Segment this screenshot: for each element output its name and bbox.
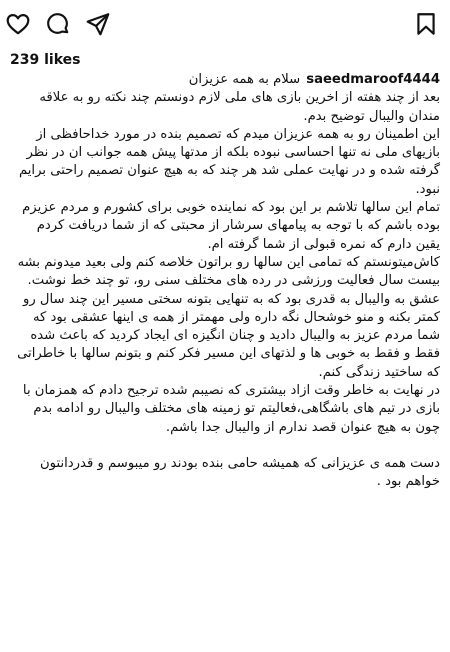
bookmark-icon xyxy=(413,11,439,37)
caption-spacer xyxy=(10,437,440,455)
save-button[interactable] xyxy=(412,10,440,38)
caption-paragraph: در نهایت به خاطر وقت ازاد بیشتری که نصیبم شده ترجیح دادم که همزمان با بازی در تیم های باشگاهی،فعالیتم تو زمینه های مختلف والیبال رو ادامه بدم چون به هیچ عنوان قصد ندارم از والیبال جدا باشم. xyxy=(22,383,440,435)
comment-button[interactable] xyxy=(44,10,72,38)
share-button[interactable] xyxy=(84,10,112,38)
send-icon xyxy=(85,11,111,37)
heart-icon xyxy=(5,11,31,37)
comment-icon xyxy=(45,11,71,37)
caption-paragraph: بعد از چند هفته از اخرین بازی های ملی لازم دونستم چند نکته رو به علاقه مندان والیبال توضیح بدم. xyxy=(39,90,440,124)
post-caption xyxy=(10,71,440,492)
likes-count[interactable]: 239 likes xyxy=(10,52,81,68)
like-button[interactable] xyxy=(4,10,32,38)
caption-paragraph: کاش‌میتونستم که تمامی این سالها رو براتون خلاصه کنم ولی بعید میدونم بشه بیست سال فعالیت ورزشی در رده های مختلف سنی رو، تو چند خط نوشت. xyxy=(17,254,440,289)
post-action-bar xyxy=(0,0,450,46)
username[interactable]: saeedmaroof4444 xyxy=(306,72,440,87)
caption-closing: دست همه ی عزیزانی که همیشه حامی بنده بودند رو میبوسم و قدردانتون خواهم بود . xyxy=(39,455,440,490)
caption-greeting: سلام به همه عزیزان xyxy=(188,72,301,87)
caption-first-line xyxy=(10,71,440,89)
caption-paragraph: عشق به والیبال به قدری بود که به تنهایی بتونه سختی مسیر این چند سال رو کمتر بکنه و منو خوشحال نگه داره ولی مهمتر از همه ی اینها عشقی بود که شما مردم عزیز به والیبال دادید و چنان انگیزه ای ایجاد کردید که باعث شده فقط و فقط به خوبی ها و لذتهای این مسیر فکر کنم و بتونم سالها با خاطراتی که ساختید زندگی کنم. xyxy=(17,291,440,380)
caption-paragraph: تمام این سالها تلاشم بر این بود که نماینده خوبی برای کشورم و مردم عزیزم بوده باشم که با توجه به پیامهای سرشار از محبتی که از شما دریافت کردم یقین دارم که نمره قبولی از شما گرفته ام. xyxy=(22,200,440,252)
caption-paragraph: این اطمینان رو به همه عزیزان میدم که تصمیم بنده در مورد خداحافظی از بازیهای ملی نه تنها احساسی نبوده بلکه از مدتها پیش همه جوانب ان در نظر گرفته شده و در نهایت عملی شد هر چند که به هیچ عنوان تصمیم راحتی برایم نبود. xyxy=(18,126,440,197)
